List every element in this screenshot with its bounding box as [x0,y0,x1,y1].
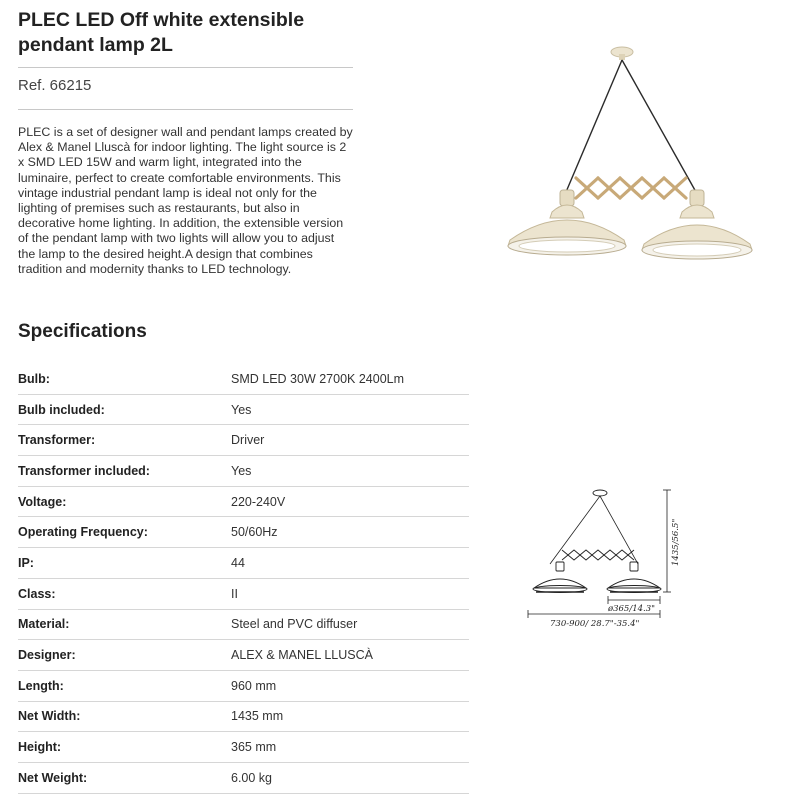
diameter-dimension-label: ø365/14.3" [608,604,656,614]
divider [18,67,353,68]
spec-value: Driver [231,433,265,448]
spec-row [18,517,469,548]
drawing-left-lamp [533,562,587,593]
spec-value: 6.00 kg [231,770,273,785]
spec-label: Net Width: [18,709,81,724]
spec-label: Designer: [18,648,76,663]
spec-value: 1435 mm [231,709,284,724]
spec-value: Yes [231,402,252,417]
spec-row [18,395,469,426]
specifications-heading: Specifications [18,321,147,342]
divider [18,109,353,110]
left-lamp-head [508,190,626,255]
spec-label: Operating Frequency: [18,525,148,540]
spec-row [18,671,469,702]
spec-value: SMD LED 30W 2700K 2400Lm [231,371,405,386]
suspension-cable [622,60,696,192]
spec-row [18,640,469,671]
drawing-right-lamp [607,562,661,593]
spec-label: Net Weight: [18,770,88,785]
spec-row [18,763,469,794]
spec-row [18,487,469,518]
width-dimension-label: 730-900/ 28.7"-35.4" [550,619,640,629]
spec-row [18,702,469,733]
spec-label: Voltage: [18,494,67,509]
extensible-arm [576,178,686,198]
product-title: PLEC LED Off white extensible pendant lamp 2L [18,9,305,56]
spec-value: Yes [231,463,252,478]
spec-value: 220-240V [231,494,286,509]
spec-label: Material: [18,617,70,632]
spec-value: 44 [231,555,245,570]
spec-label: Class: [18,586,56,601]
spec-row [18,579,469,610]
height-dimension-label: 1435/56.5" [671,518,681,566]
spec-label: Bulb: [18,371,50,386]
canopy-stem [619,54,625,60]
product-ref: Ref. 66215 [18,77,92,94]
spec-row [18,456,469,487]
product-description: PLEC is a set of designer wall and pendant lamps created by Alex & Manel Lluscà for indoor lighting. The light source is 2 x SMD LED 15W and warm light, integrated into the luminaire, perfect to create comfortable environments. This vintage industrial pendant lamp is ideal not only for the lighting of premises such as restaurants, but also in decorative home lighting. In addition, the extensible version of the pendant lamp with two lights will allow you to adjust the lamp to the desired height.A design that combines tradition and modernity thanks to LED technology. [18,125,353,276]
spec-label: Transformer: [18,433,96,448]
right-lamp-head [642,190,752,259]
spec-value: 50/60Hz [231,525,278,540]
spec-row [18,610,469,641]
spec-value: 960 mm [231,678,277,693]
spec-row [18,425,469,456]
spec-label: Transformer included: [18,463,150,478]
spec-row [18,732,469,763]
specifications-table [18,364,469,794]
suspension-cable [566,60,622,192]
spec-label: IP: [18,555,34,570]
spec-row [18,364,469,395]
technical-drawing [520,484,700,634]
spec-row [18,548,469,579]
drawing-arm [562,550,634,560]
spec-value: II [231,586,238,601]
spec-label: Height: [18,740,62,755]
spec-label: Length: [18,678,64,693]
spec-value: ALEX & MANEL LLUSCÀ [231,648,373,663]
product-photo [500,40,770,300]
spec-value: Steel and PVC diffuser [231,617,358,632]
spec-label: Bulb included: [18,402,105,417]
spec-value: 365 mm [231,740,277,755]
